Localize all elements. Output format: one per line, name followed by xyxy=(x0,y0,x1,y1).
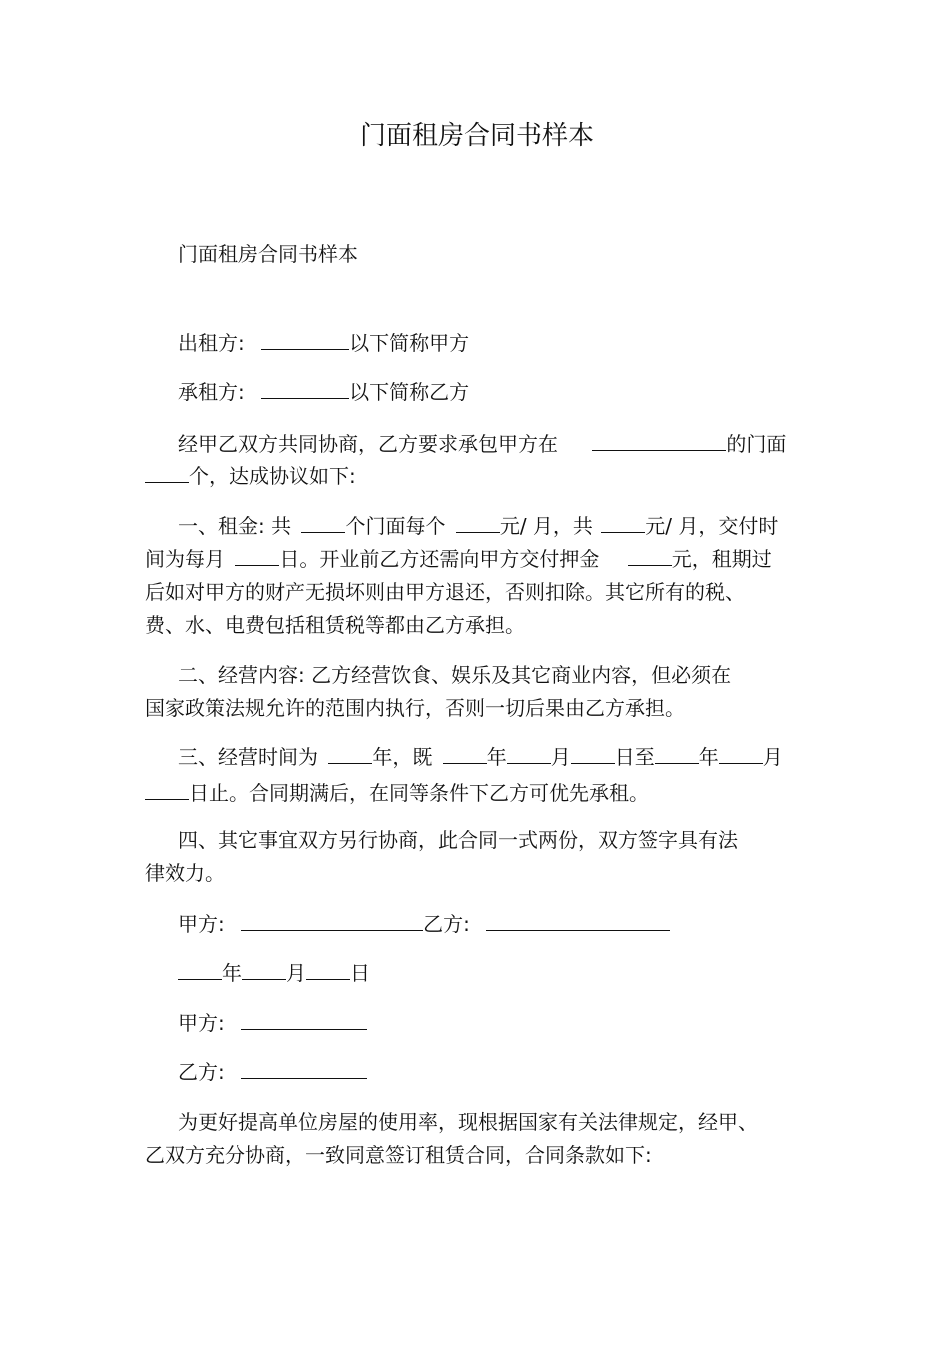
intro-text-c: 个，达成协议如下: xyxy=(189,464,356,488)
term-text-b: 年，既 xyxy=(372,745,433,769)
lessee-line xyxy=(178,380,469,404)
rent-line-1 xyxy=(178,514,778,538)
lessee-suffix: 以下简称乙方 xyxy=(349,380,470,404)
sign-year-text: 年 xyxy=(222,961,242,985)
rent-text-a: 一、租金: 共 xyxy=(178,514,292,538)
party-b-line-2 xyxy=(178,1060,367,1084)
closing-line-1: 为更好提高单位房屋的使用率，现根据国家有关法律规定，经甲、 xyxy=(178,1110,758,1134)
party-b-blank-2[interactable] xyxy=(241,1060,367,1079)
pay-day-blank[interactable] xyxy=(235,547,279,566)
party-a-signature-blank[interactable] xyxy=(241,912,423,931)
start-month-blank[interactable] xyxy=(507,745,551,764)
party-b-label-2: 乙方: xyxy=(178,1060,225,1084)
sign-year-blank[interactable] xyxy=(178,961,222,980)
party-b-label: 乙方: xyxy=(423,912,470,936)
closing-line-2: 乙双方充分协商，一致同意签订租赁合同，合同条款如下: xyxy=(145,1143,652,1167)
term-line-2 xyxy=(145,781,649,805)
sign-day-text: 日 xyxy=(350,961,370,985)
intro-text-b: 的门面 xyxy=(726,432,787,456)
rent-text-c: 元/ 月，共 xyxy=(499,514,593,538)
rent-text-e: 间为每月 xyxy=(145,547,225,571)
lessor-label: 出租方: xyxy=(178,331,245,355)
term-text-a: 三、经营时间为 xyxy=(178,745,318,769)
lessor-suffix: 以下简称甲方 xyxy=(349,331,470,355)
term-years-blank[interactable] xyxy=(328,745,372,764)
lessee-label: 承租方: xyxy=(178,380,245,404)
intro-line-1 xyxy=(178,432,786,456)
end-year-blank[interactable] xyxy=(655,745,699,764)
term-text-e: 日至 xyxy=(614,745,655,769)
deposit-blank[interactable] xyxy=(628,547,672,566)
rent-line-4: 费、水、电费包括租赁税等都由乙方承担。 xyxy=(145,613,525,637)
term-text-c: 年 xyxy=(486,745,507,769)
rent-line-3: 后如对甲方的财产无损坏则由甲方退还，否则扣除。其它所有的税、 xyxy=(145,580,745,604)
date-line xyxy=(178,961,370,985)
document-title: 门面租房合同书样本 xyxy=(360,121,595,151)
party-a-label-2: 甲方: xyxy=(178,1011,225,1035)
rent-unit-blank[interactable] xyxy=(456,514,500,533)
other-line-2: 律效力。 xyxy=(145,861,225,885)
business-line-2: 国家政策法规允许的范围内执行，否则一切后果由乙方承担。 xyxy=(145,696,685,720)
lessor-blank[interactable] xyxy=(261,331,349,350)
sign-month-text: 月 xyxy=(286,961,306,985)
business-line-1: 二、经营内容: 乙方经营饮食、娱乐及其它商业内容，但必须在 xyxy=(178,663,732,687)
rent-text-d: 元/ 月，交付时 xyxy=(645,514,779,538)
end-day-blank[interactable] xyxy=(145,781,189,800)
location-blank[interactable] xyxy=(592,432,726,451)
document-subtitle: 门面租房合同书样本 xyxy=(178,242,358,266)
rent-text-b: 个门面每个 xyxy=(345,514,446,538)
rent-line-2 xyxy=(145,547,772,571)
party-a-blank-2[interactable] xyxy=(241,1011,367,1030)
lessee-blank[interactable] xyxy=(261,380,349,399)
term-text-d: 月 xyxy=(550,745,571,769)
signature-line xyxy=(178,912,670,936)
rent-total-blank[interactable] xyxy=(601,514,645,533)
shop-count-blank[interactable] xyxy=(145,464,189,483)
start-day-blank[interactable] xyxy=(571,745,615,764)
term-text-h: 日止。合同期满后，在同等条件下乙方可优先承租。 xyxy=(189,781,649,805)
sign-day-blank[interactable] xyxy=(306,961,350,980)
other-line-1: 四、其它事宜双方另行协商，此合同一式两份，双方签字具有法 xyxy=(178,828,738,852)
start-year-blank[interactable] xyxy=(443,745,487,764)
party-a-line-2 xyxy=(178,1011,367,1035)
term-line-1 xyxy=(178,745,783,769)
rent-text-g: 元，租期过 xyxy=(671,547,772,571)
rent-text-f: 日。开业前乙方还需向甲方交付押金 xyxy=(279,547,600,571)
party-b-signature-blank[interactable] xyxy=(486,912,670,931)
rent-count-blank[interactable] xyxy=(301,514,345,533)
intro-line-2 xyxy=(145,464,356,488)
sign-month-blank[interactable] xyxy=(242,961,286,980)
party-a-label: 甲方: xyxy=(178,912,225,936)
end-month-blank[interactable] xyxy=(719,745,763,764)
term-text-g: 月 xyxy=(762,745,783,769)
lessor-line xyxy=(178,331,469,355)
intro-text: 经甲乙双方共同协商，乙方要求承包甲方在 xyxy=(178,432,558,456)
term-text-f: 年 xyxy=(698,745,719,769)
